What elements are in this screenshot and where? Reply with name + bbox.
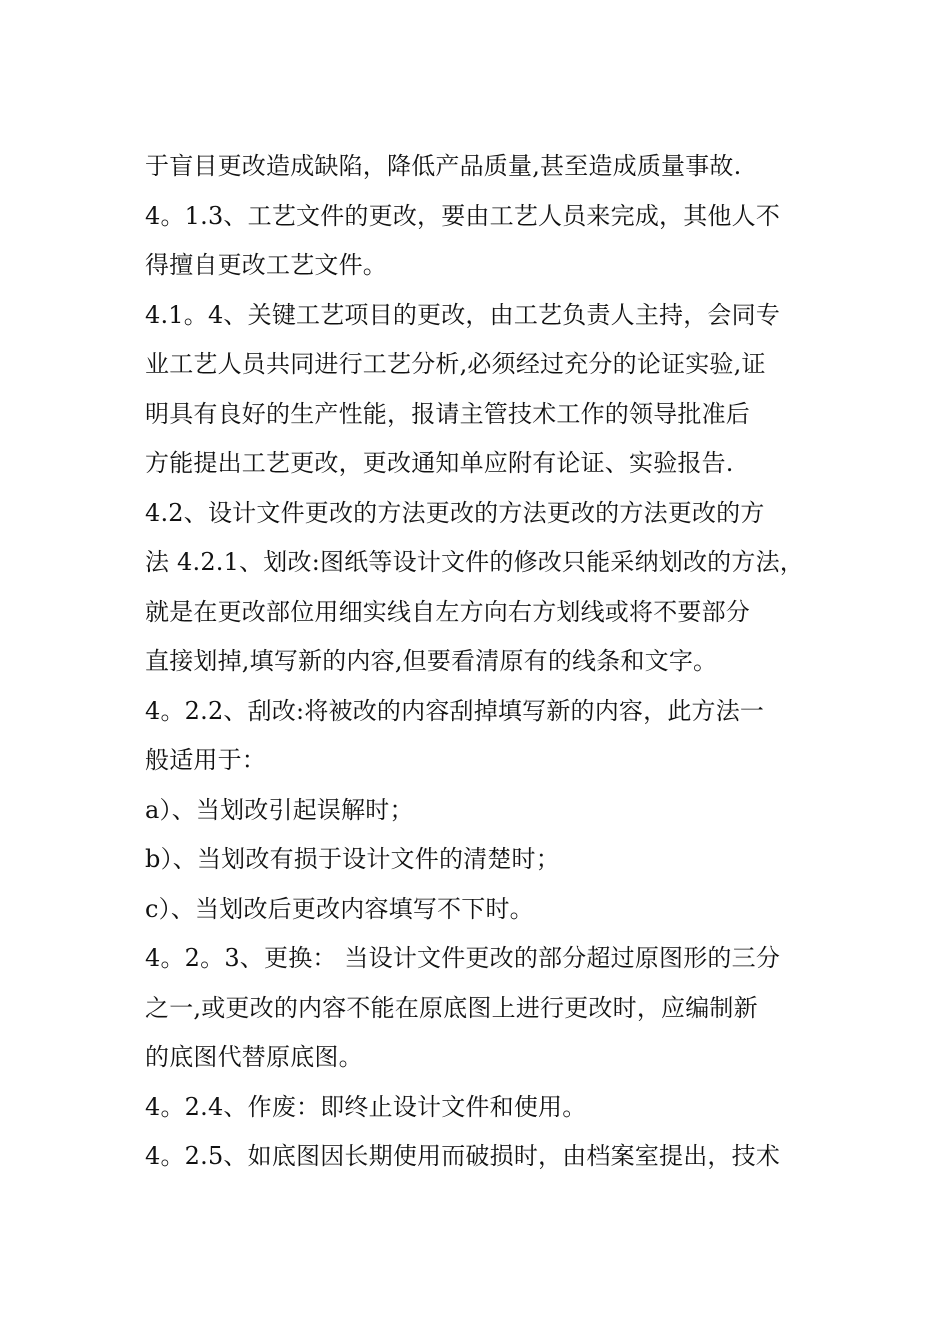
text-line: 于盲目更改造成缺陷，降低产品质量,甚至造成质量事故. [145, 152, 742, 180]
text-line: 就是在更改部位用细实线自左方向右方划线或将不要部分 [145, 597, 750, 626]
document-body [145, 142, 825, 1182]
list-item: a）、当划改引起误解时； [145, 795, 414, 824]
text-line: 方能提出工艺更改，更改通知单应附有论证、实验报告. [145, 449, 734, 477]
text-line: 法 4.2.1、划改:图纸等设计文件的修改只能采纳划改的方法， [145, 548, 804, 576]
text-line: 的底图代替原底图。 [145, 1043, 363, 1071]
text-line: 直接划掉,填写新的内容,但要看清原有的线条和文字。 [145, 647, 718, 675]
text-line: 般适用于： [145, 746, 266, 774]
text-line: 4.1。4、关键工艺项目的更改，由工艺负责人主持，会同专 [145, 300, 781, 329]
list-item: c）、当划改后更改内容填写不下时。 [145, 894, 534, 923]
text-line: 4。2.5、如底图因长期使用而破损时，由档案室提出，技术 [145, 1142, 781, 1170]
text-line: 业工艺人员共同进行工艺分析,必须经过充分的论证实验,证 [145, 350, 766, 378]
text-line: 4。2.4、作废：即终止设计文件和使用。 [145, 1092, 587, 1121]
text-line: 4.2、设计文件更改的方法更改的方法更改的方法更改的方 [145, 498, 765, 527]
text-line: 之一,或更改的内容不能在原底图上进行更改时，应编制新 [145, 993, 758, 1022]
text-line: 明具有良好的生产性能，报请主管技术工作的领导批准后 [145, 399, 750, 428]
text-line: 得擅自更改工艺文件。 [145, 251, 387, 279]
text-line: 4。2.2、刮改:将被改的内容刮掉填写新的内容，此方法一 [145, 696, 765, 725]
text-line: 4。2。3、更换： 当设计文件更改的部分超过原图形的三分 [145, 944, 781, 972]
text-line: 4。1.3、工艺文件的更改，要由工艺人员来完成，其他人不 [145, 201, 781, 230]
list-item: b）、当划改有损于设计文件的清楚时； [145, 845, 560, 873]
